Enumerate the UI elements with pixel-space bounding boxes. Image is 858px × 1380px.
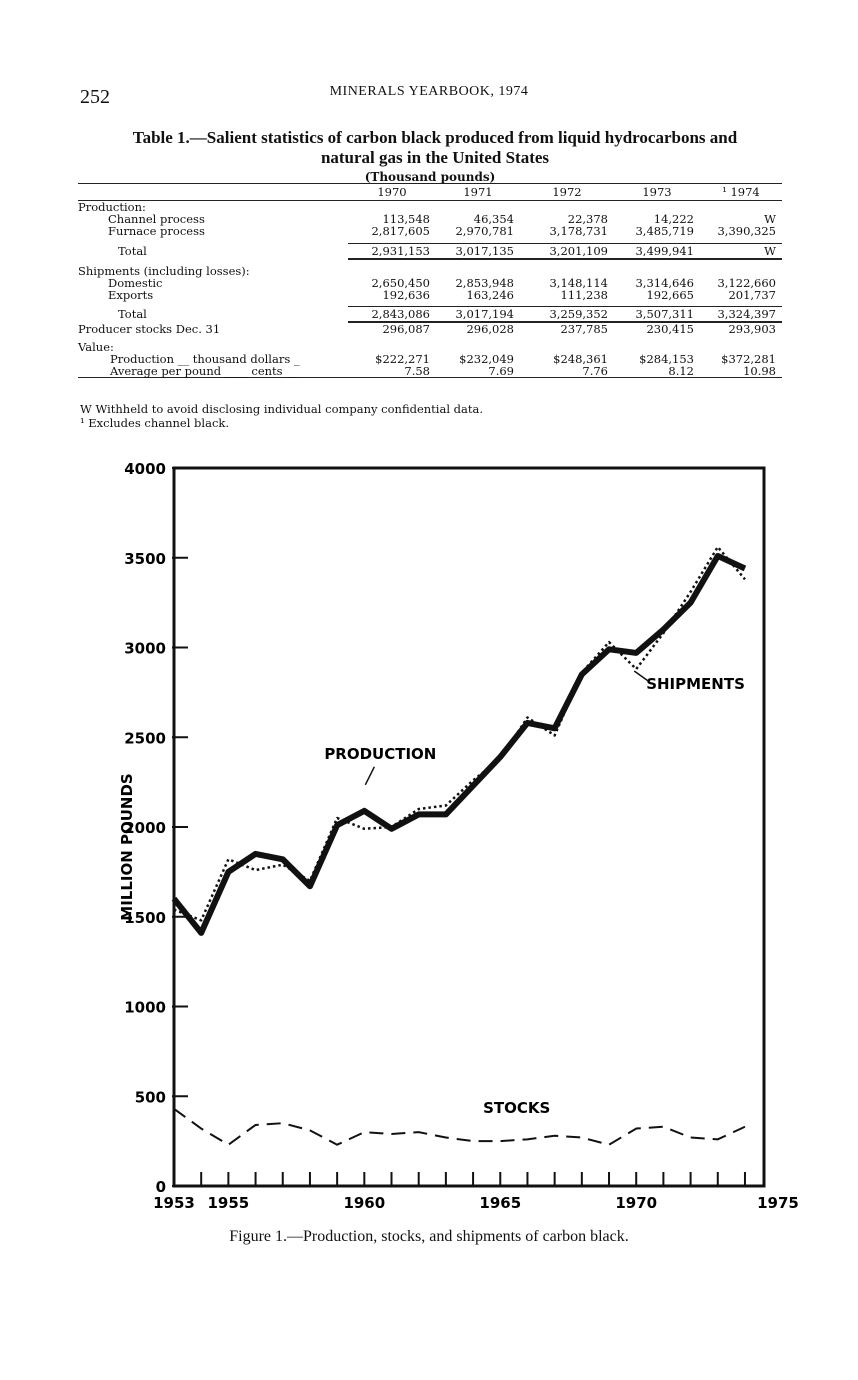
table-cell: 192,665: [646, 287, 694, 302]
y-tick-label: 500: [134, 1088, 166, 1107]
row-label: Value:: [78, 340, 114, 354]
table-cell: 14,222: [653, 212, 694, 226]
figure-caption: Figure 1.—Production, stocks, and shipments of carbon black.: [229, 1228, 629, 1245]
column-header: ¹ 1974: [700, 184, 782, 201]
series-line-shipments: [174, 547, 745, 920]
x-tick-label: 1960: [343, 1194, 386, 1212]
row-label: Exports: [108, 287, 154, 302]
table-cell: 8.12: [614, 365, 700, 378]
y-axis-label: MILLION POUNDS: [118, 773, 136, 921]
table-cell: 2,843,086: [348, 307, 436, 323]
plot-frame: [174, 468, 764, 1186]
table-cell: 3,017,135: [436, 243, 520, 259]
x-tick-label: 1955: [207, 1194, 250, 1212]
row-label: Production __ thousand dollars _: [110, 352, 300, 366]
x-tick-label: 1965: [479, 1194, 522, 1212]
table-cell: 3,485,719: [635, 224, 694, 238]
production-chart: [100, 450, 800, 1220]
running-head: MINERALS YEARBOOK, 1974: [329, 84, 529, 99]
table-cell: 3,324,397: [700, 307, 782, 323]
table-cell: $232,049: [459, 352, 514, 366]
x-tick-label: 1975: [757, 1194, 799, 1212]
table-cell: 3,499,941: [614, 243, 700, 259]
table-cell: 3,122,660: [717, 275, 776, 290]
table-cell: 237,785: [560, 322, 608, 336]
y-tick-label: 1500: [124, 908, 166, 927]
table-cell: 230,415: [646, 322, 694, 336]
row-label: Producer stocks Dec. 31: [78, 321, 221, 336]
table-cell: 7.69: [436, 365, 520, 378]
table-cell: 3,314,646: [635, 275, 694, 290]
production-annotation: PRODUCTION: [324, 744, 437, 763]
column-header: 1973: [614, 184, 700, 201]
table-cell: 3,178,731: [549, 224, 608, 238]
table-cell: W: [700, 243, 782, 259]
table-cell: $372,281: [721, 352, 776, 366]
table-title: [90, 128, 780, 168]
total-row: [78, 243, 782, 259]
y-tick-label: 0: [155, 1178, 166, 1196]
row-label: Domestic: [108, 275, 163, 290]
table-cell: 3,507,311: [614, 307, 700, 323]
column-header: 1972: [520, 184, 614, 201]
table-cell: 296,087: [382, 322, 430, 336]
table-cell: 2,931,153: [348, 243, 436, 259]
table-cell: 3,390,325: [717, 224, 776, 238]
row-label: Furnace process: [108, 224, 205, 238]
y-tick-label: 4000: [124, 460, 166, 478]
row-label: Total: [118, 243, 147, 258]
table-cell: 7.58: [348, 365, 436, 378]
table-cell: W: [764, 212, 776, 226]
y-tick-label: 2000: [124, 819, 166, 837]
y-tick-label: 3500: [124, 549, 166, 568]
column-header: 1971: [436, 184, 520, 201]
table-row: [78, 277, 782, 289]
footnote-withheld: W Withheld to avoid disclosing individual company confidential data.: [80, 402, 484, 416]
table-unit: (Thousand pounds): [364, 170, 496, 184]
table-cell: $248,361: [553, 352, 608, 366]
section-row: [78, 265, 782, 277]
x-tick-label: 1970: [615, 1194, 658, 1212]
table-cell: 296,028: [466, 322, 514, 336]
series-line-stocks: [174, 1109, 745, 1145]
table-cell: 46,354: [473, 212, 514, 226]
x-tick-label: 1953: [153, 1194, 195, 1212]
table-cell: 3,201,109: [520, 243, 614, 259]
total-row: [78, 307, 782, 323]
table-cell: 163,246: [466, 287, 514, 302]
table-cell: 293,903: [728, 322, 776, 336]
table-cell: 2,970,781: [455, 224, 514, 238]
table-cell: 192,636: [382, 287, 430, 302]
column-header: 1970: [348, 184, 436, 201]
table-cell: 2,817,605: [371, 224, 430, 238]
table-row: [78, 289, 782, 301]
table-title-line2: natural gas in the United States: [320, 148, 550, 167]
table-cell: 113,548: [382, 212, 430, 226]
table-cell: 22,378: [567, 212, 608, 226]
table-row: [78, 322, 782, 335]
y-tick-label: 2500: [124, 729, 166, 748]
table-cell: $284,153: [639, 352, 694, 366]
statistics-table: [78, 183, 782, 378]
table-cell: 2,853,948: [455, 275, 514, 290]
row-label: Production:: [78, 200, 146, 214]
table-cell: 2,650,450: [371, 275, 430, 290]
y-tick-label: 1000: [124, 998, 166, 1017]
row-label: Total: [118, 307, 147, 322]
statistics-table-body: [78, 184, 782, 378]
table-footnotes: [80, 402, 483, 430]
table-title-line1: Table 1.—Salient statistics of carbon black produced from liquid hydrocarbons and: [132, 128, 738, 147]
production-arrow: [365, 767, 374, 785]
stocks-annotation: STOCKS: [483, 1099, 551, 1118]
shipments-annotation: SHIPMENTS: [646, 675, 745, 694]
table-cell: 7.76: [520, 365, 614, 378]
table-cell: 3,259,352: [520, 307, 614, 323]
table-row: [78, 225, 782, 237]
table-cell: $222,271: [375, 352, 430, 366]
table-header-row: [78, 184, 782, 201]
row-label: Shipments (including losses):: [78, 263, 250, 278]
table-cell: 10.98: [700, 365, 782, 378]
table-cell: 3,017,194: [436, 307, 520, 323]
footnote-excludes: ¹ Excludes channel black.: [80, 416, 230, 430]
table-cell: 3,148,114: [549, 275, 608, 290]
table-cell: 201,737: [728, 287, 776, 302]
series-line-production: [174, 556, 745, 933]
y-tick-label: 3000: [124, 639, 166, 658]
table-row: [78, 365, 782, 378]
table-cell: 111,238: [560, 287, 608, 302]
row-label: Channel process: [108, 212, 205, 226]
header-blank-cell: [78, 184, 348, 201]
row-label: Average per pound ____ cents __: [78, 365, 348, 378]
page-number: 252: [80, 86, 110, 108]
